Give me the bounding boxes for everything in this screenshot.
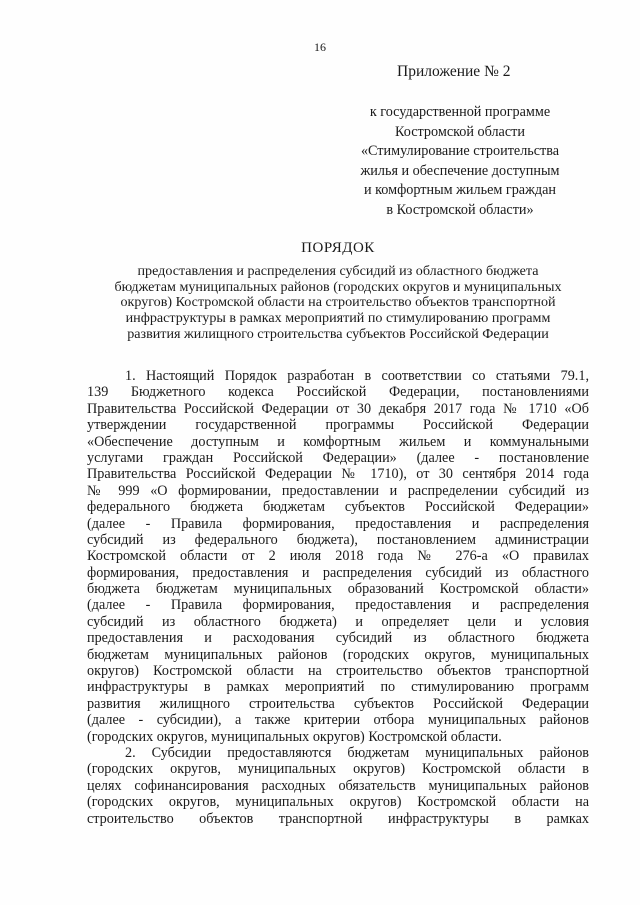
- paragraph-line: бюджета бюджетам муниципальных образований Костромской области»: [87, 581, 589, 598]
- paragraph-2: [87, 745, 589, 827]
- paragraph-line: «Обеспечение доступным и комфортным жильем и коммунальными: [87, 433, 589, 450]
- paragraph-line: формирования, предоставления и распределения субсидий из областного: [87, 564, 589, 581]
- paragraph-line: инфраструктуры в рамках мероприятий по стимулированию программ: [87, 679, 589, 696]
- paragraph-1: [87, 368, 589, 745]
- paragraph-line: целях софинансирования расходных обязательств муниципальных районов: [87, 777, 589, 794]
- appendix-label: Приложение № 2: [397, 63, 511, 80]
- paragraph-line: (далее - субсидии), а также критерии отбора муниципальных районов: [87, 712, 589, 729]
- appendix-reference-line: к государственной программе: [369, 104, 551, 120]
- paragraph-line: 1. Настоящий Порядок разработан в соответствии со статьями 79.1,: [125, 368, 589, 384]
- paragraph-line: федерального бюджета бюджетам субъектов Российской Федерации»: [87, 499, 589, 516]
- document-subtitle: [84, 264, 592, 343]
- paragraph-line: строительство объектов транспортной инфраструктуры в рамках: [87, 810, 589, 827]
- appendix-reference-line: Костромской области: [395, 123, 525, 140]
- paragraph-line: (городских округов, муниципальных округов) Костромской области в: [87, 761, 589, 778]
- paragraph-line: № 999 «О формировании, предоставлении и распределении субсидий из: [87, 482, 589, 499]
- paragraph-line: округов) Костромской области на строительство объектов транспортной: [87, 663, 589, 680]
- paragraph-line: Костромской области от 2 июля 2018 года № 276-а «О правилах: [87, 548, 589, 565]
- document-body: [87, 368, 589, 827]
- paragraph-line: утверждении государственной программы Российской Федерации: [87, 417, 589, 434]
- appendix-reference-line: жилья и обеспечение доступным: [360, 162, 560, 179]
- appendix-reference: [330, 103, 590, 221]
- paragraph-line: предоставления и расходования субсидий из областного бюджета: [87, 630, 589, 647]
- paragraph-line: 139 Бюджетного кодекса Российской Федерации, постановлениями: [87, 384, 589, 401]
- subtitle-line: инфраструктуры в рамках мероприятий по стимулированию программ: [125, 310, 551, 327]
- paragraph-line: (далее - Правила формирования, предоставления и распределения: [87, 597, 589, 614]
- paragraph-line: 2. Субсидии предоставляются бюджетам муниципальных районов: [125, 744, 589, 761]
- subtitle-line: развития жилищного строительства субъектов Российской Федерации: [127, 325, 549, 342]
- paragraph-line: (далее - Правила формирования, предоставления и распределения: [87, 515, 589, 532]
- paragraph-line: Правительства Российской Федерации № 1710), от 30 сентября 2014 года: [87, 466, 589, 483]
- subtitle-line: предоставления и распределения субсидий из областного бюджета: [137, 263, 539, 279]
- paragraph-line: Правительства Российской Федерации от 30 декабря 2017 года № 1710 «Об: [87, 400, 589, 417]
- document-title: ПОРЯДОК: [301, 240, 375, 256]
- appendix-reference-line: «Стимулирование строительства: [360, 143, 560, 160]
- paragraph-line: (городских округов, муниципальных округов) Костромской области.: [87, 728, 502, 745]
- appendix-reference-line: в Костромской области»: [386, 201, 534, 218]
- paragraph-line: субсидий из федерального бюджета), постановлением администрации: [87, 531, 589, 548]
- paragraph-line: развития жилищного строительства субъектов Российской Федерации: [87, 695, 589, 712]
- paragraph-line: субсидий из областного бюджета) и определяет цели и условия: [87, 613, 589, 630]
- subtitle-line: округов) Костромской области на строительство объектов транспортной: [120, 294, 556, 311]
- appendix-reference-line: и комфортным жильем граждан: [363, 182, 557, 199]
- paragraph-line: бюджетам муниципальных районов (городских округов, муниципальных: [87, 646, 589, 663]
- subtitle-line: бюджетам муниципальных районов (городских округов и муниципальных: [114, 278, 562, 295]
- paragraph-line: услугами граждан Российской Федерации» (далее - постановление: [87, 449, 589, 466]
- paragraph-line: (городских округов, муниципальных округов) Костромской области на: [87, 794, 589, 811]
- page-number: 16: [314, 40, 326, 54]
